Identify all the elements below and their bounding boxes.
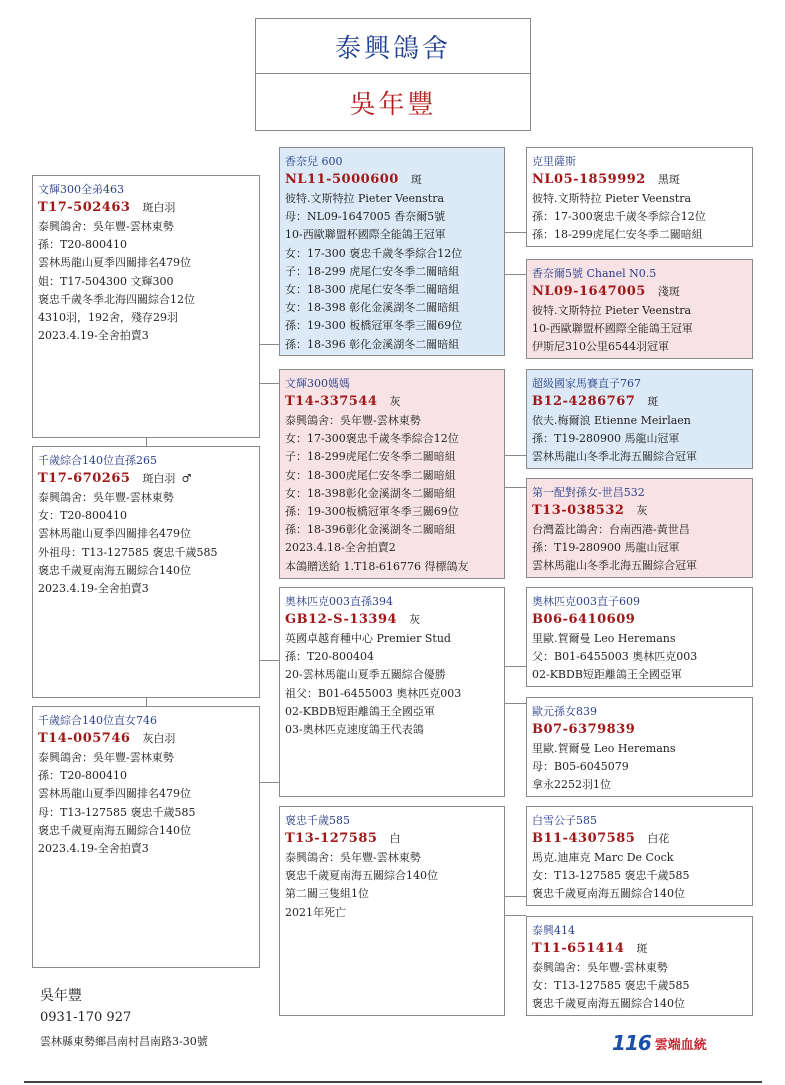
info-line: 褒忠千歲夏南海五關綜合140位 [285,869,438,883]
ring-number: NL05-1859992 [532,172,646,187]
info-line: 外祖母：T13-127585 褒忠千歲585 [38,545,218,559]
info-line: 孫：T19-280900 馬龍山冠軍 [532,432,680,446]
info-line: 2023.4.19-全舍拍賣3 [38,582,149,596]
info-line: 祖父：B01-6455003 奧林匹克003 [285,686,462,700]
info-line: 拿永2252羽1位 [532,778,611,792]
info-line: 褒忠千歲夏南海五關綜合140位 [532,997,685,1011]
info-line: 孫：T19-280900 馬龍山冠軍 [532,541,680,555]
pedigree-card-sibling1 [32,446,260,698]
pedigree-card-sib2-sire [279,806,505,1016]
bird-color: 斑 [410,173,422,186]
ring-number: T14-005746 [38,731,131,746]
info-line: 孫：18-396 彰化金溪湖冬二關暗組 [285,337,460,351]
info-line: 雲林馬龍山冬季北海五關綜合冠軍 [532,559,697,573]
info-line: 泰興鴿舍：吳年豐-雲林東勢 [38,751,174,764]
ring-number: T13-038532 [532,503,625,518]
info-line: 泰興鴿舍：吳年豐-雲林東勢 [285,851,421,864]
pedigree-card-gp4 [526,478,753,578]
info-line: 孫：19-300 板橋冠軍冬季三關69位 [285,319,463,333]
info-line: 褒忠千歲冬季北海四關綜合12位 [38,292,195,306]
logo-text: 雲端血統 [654,1037,707,1053]
connector [504,455,526,456]
info-line: 里歐.賀爾曼 Leo Heremans [532,742,676,755]
ring-number: T17-502463 [38,200,131,215]
info-line: 女：18-398 彰化金溪湖冬二關暗組 [285,301,460,315]
pedigree-card-gp6 [526,697,753,797]
ring-number: T14-337544 [285,394,378,409]
info-line: 姐：T17-504300 文輝300 [38,274,174,288]
bird-name: 千歲綜合140位直孫265 [38,454,157,467]
bird-color: 淺斑 [657,285,680,298]
info-line: 4310羽，192舍，殘存29羽 [38,311,178,325]
info-line: 父：B01-6455003 奧林匹克003 [532,650,698,664]
ring-number: GB12-S-13394 [285,612,398,627]
info-line: 母：B05-6045079 [532,760,629,774]
pedigree-card-gp8 [526,916,753,1016]
pedigree-card-sire [279,147,505,356]
bird-color: 白花 [647,832,670,845]
info-line: 彼特.文斯特拉 Pieter Veenstra [532,304,692,317]
info-line: 泰興鴿舍：吳年豐-雲林東勢 [532,961,668,974]
pedigree-card-gp2 [526,259,753,359]
ring-number: T13-127585 [285,831,378,846]
ring-number: T11-651414 [532,941,625,956]
pedigree-card-gp1 [526,147,753,247]
info-line: 雲林馬龍山夏季四關排名479位 [38,256,191,270]
ring-number: B06-6410609 [532,612,636,627]
connector [504,703,526,704]
info-line: 依夫.梅爾浪 Etienne Meirlaen [532,414,691,427]
bird-name: 文輝300全弟463 [38,183,124,196]
info-line: 雲林馬龍山夏季四關排名479位 [38,787,191,801]
bird-color: 灰 [409,613,421,626]
male-symbol-icon: ♂ [181,472,192,485]
info-line: 02-KBDB短距離鴿王全國亞軍 [532,668,682,682]
bird-name: 香奈兒 600 [285,155,343,168]
pedigree-card-dam [279,369,505,579]
bird-color: 斑白羽 [142,472,176,485]
info-line: 女：18-398彰化金溪湖冬二關暗組 [285,486,456,500]
connector [504,232,526,233]
bird-name: 奧林匹克003直子609 [532,595,640,608]
bird-name: 白雪公子585 [532,814,597,827]
cloud-pedigree-logo [612,1030,722,1056]
info-line: 泰興鴿舍：吳年豐-雲林東勢 [38,491,174,504]
info-line: 03-奧林匹克速度鴿王代表鴿 [285,723,424,737]
pedigree-card-sibling2 [32,706,260,968]
info-line: 母：T13-127585 褒忠千歲585 [38,805,196,819]
info-line: 女：18-300虎尾仁安冬季二關暗組 [285,468,456,482]
info-line: 伊斯尼310公里6544羽冠軍 [532,340,669,354]
info-line: 台灣蓋比鴿舍：台南西港-黃世昌 [532,523,690,536]
info-line: 女：T20-800410 [38,509,128,523]
info-line: 20-雲林馬龍山夏季五關綜合優勝 [285,668,446,682]
connector [504,666,526,667]
bird-name: 奧林匹克003直孫394 [285,595,393,608]
footer-owner: 吳年豐 [40,988,82,1004]
info-line: 孫：T20-800404 [285,650,375,664]
bird-name: 褒忠千歲585 [285,814,350,827]
info-line: 子：18-299虎尾仁安冬季二關暗組 [285,450,456,464]
info-line: 母：NL09-1647005 香奈爾5號 [285,210,446,224]
info-line: 馬克.迪庫克 Marc De Cock [532,851,674,864]
bird-name: 歐元孫女839 [532,705,597,718]
info-line: 孫：18-396彰化金溪湖冬二關暗組 [285,523,456,537]
info-line: 雲林馬龍山冬季北海五關綜合冠軍 [532,450,697,464]
info-line: 2023.4.18-全舍拍賣2 [285,541,396,555]
bird-name: 泰興414 [532,924,575,937]
footer-phone: 0931-170 927 [40,1010,132,1025]
info-line: 10-西歐聯盟杯國際全能鴿王冠軍 [285,228,446,242]
info-line: 孫：19-300板橋冠軍冬季三關69位 [285,505,459,519]
connector [259,660,279,661]
info-line: 孫：18-299虎尾仁安冬季二關暗組 [532,228,703,242]
pedigree-card-gp3 [526,369,753,469]
info-line: 英國卓越育種中心 Premier Stud [285,632,451,645]
bird-color: 斑 [636,942,648,955]
info-line: 第二關三隻組1位 [285,887,369,901]
info-line: 褒忠千歲夏南海五關綜合140位 [38,563,191,577]
info-line: 彼特.文斯特拉 Pieter Veenstra [285,192,445,205]
logo-number: 116 [612,1031,651,1055]
bird-color: 黑斑 [657,173,680,186]
ring-number: B07-6379839 [532,722,636,737]
footer-address: 雲林縣東勢鄉昌南村昌南路3-30號 [40,1035,208,1048]
pedigree-card-gp7 [526,806,753,906]
loft-name: 泰興鴿舍 [256,19,530,74]
bird-color: 白 [389,832,401,845]
info-line: 2023.4.19-全舍拍賣3 [38,842,149,856]
bird-name: 文輝300媽媽 [285,377,350,390]
info-line: 泰興鴿舍：吳年豐-雲林東勢 [285,414,421,427]
info-line: 女：18-300 虎尾仁安冬季二關暗組 [285,283,460,297]
bird-color: 灰 [389,395,401,408]
info-line: 孫：T20-800410 [38,769,128,783]
ring-number: B11-4307585 [532,831,636,846]
bird-name: 香奈爾5號 Chanel N0.5 [532,267,657,280]
connector [504,915,526,916]
connector [259,383,279,384]
bottom-divider [24,1081,762,1083]
bird-color: 斑 [647,395,659,408]
bird-name: 千歲綜合140位直女746 [38,714,157,727]
info-line: 孫：T20-800410 [38,238,128,252]
info-line: 孫：17-300褒忠千歲冬季綜合12位 [532,210,706,224]
connector [259,344,279,345]
info-line: 2023.4.19-全舍拍賣3 [38,329,149,343]
ring-number: NL09-1647005 [532,284,646,299]
info-line: 女：T13-127585 褒忠千歲585 [532,979,690,993]
info-line: 女：17-300 褒忠千歲冬季綜合12位 [285,246,463,260]
info-line: 本鴿贈送給 1.T18-616776 得標鴿友 [285,559,469,573]
info-line: 泰興鴿舍：吳年豐-雲林東勢 [38,220,174,233]
info-line: 褒忠千歲夏南海五關綜合140位 [38,823,191,837]
ring-number: T17-670265 [38,471,131,486]
bird-name: 克里薩斯 [532,155,576,168]
info-line: 女：17-300褒忠千歲冬季綜合12位 [285,432,459,446]
bird-color: 斑白羽 [142,201,176,214]
ring-number: B12-4286767 [532,394,636,409]
pedigree-card-sib1-sire [279,587,505,797]
info-line: 02-KBDB短距離鴿王全國亞軍 [285,704,435,718]
info-line: 里歐.賀爾曼 Leo Heremans [532,632,676,645]
info-line: 雲林馬龍山夏季四關排名479位 [38,527,191,541]
info-line: 彼特.文斯特拉 Pieter Veenstra [532,192,692,205]
bird-color: 灰白羽 [142,732,176,745]
info-line: 子：18-299 虎尾仁安冬季二關暗組 [285,264,460,278]
ring-number: NL11-5000600 [285,172,399,187]
bird-name: 超級國家馬賽直子767 [532,377,641,390]
connector [504,896,526,897]
connector [259,782,279,783]
info-line: 褒忠千歲夏南海五關綜合140位 [532,887,685,901]
pedigree-card-gp5 [526,587,753,687]
info-line: 女：T13-127585 褒忠千歲585 [532,869,690,883]
bird-name: 第一配對孫女-世昌532 [532,486,645,499]
connector [504,274,526,275]
owner-name-title: 吳年豐 [349,90,437,120]
pedigree-card-subject [32,175,260,438]
info-line: 10-西歐聯盟杯國際全能鴿王冠軍 [532,322,693,336]
connector [504,487,526,488]
bird-color: 灰 [636,504,648,517]
info-line: 2021年死亡 [285,905,346,919]
